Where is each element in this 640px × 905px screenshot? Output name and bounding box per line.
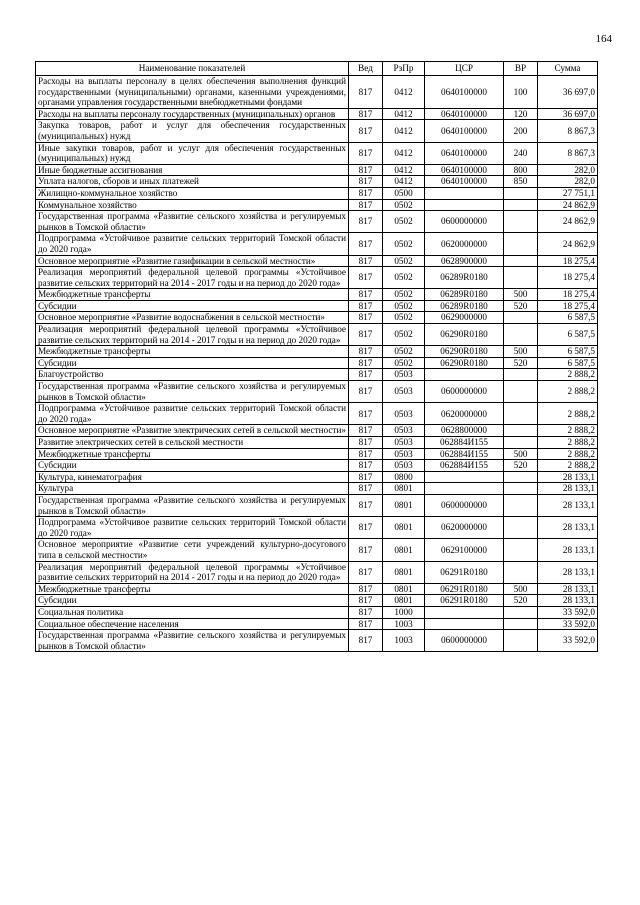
table-row bbox=[36, 583, 598, 595]
cell-sum: 2 888,2 bbox=[538, 425, 598, 437]
table-row bbox=[36, 403, 598, 425]
cell-rzpr: 1003 bbox=[383, 630, 425, 652]
cell-csr: 0600000000 bbox=[425, 211, 504, 233]
cell-rzpr: 0412 bbox=[383, 176, 425, 188]
cell-rzpr: 0412 bbox=[383, 76, 425, 109]
cell-ved: 817 bbox=[349, 583, 383, 595]
cell-ved: 817 bbox=[349, 267, 383, 289]
cell-csr bbox=[425, 187, 504, 199]
cell-sum: 282,0 bbox=[538, 176, 598, 188]
cell-sum: 2 888,2 bbox=[538, 448, 598, 460]
cell-csr: 062884И155 bbox=[425, 460, 504, 472]
cell-vr: 120 bbox=[504, 108, 538, 120]
cell-rzpr: 0503 bbox=[383, 460, 425, 472]
cell-vr: 850 bbox=[504, 176, 538, 188]
cell-name: Расходы на выплаты персоналу государственных (муниципальных) органов bbox=[36, 108, 349, 120]
cell-sum: 18 275,4 bbox=[538, 289, 598, 301]
cell-csr: 0620000000 bbox=[425, 233, 504, 255]
cell-name: Жилищно-коммунальное хозяйство bbox=[36, 187, 349, 199]
cell-rzpr: 0801 bbox=[383, 561, 425, 583]
cell-name: Расходы на выплаты персоналу в целях обеспечения выполнения функций государственными (муниципальными) органами, казенными учреждениями, органами управления государственными внебюджетными фондами bbox=[36, 76, 349, 109]
cell-rzpr: 0412 bbox=[383, 108, 425, 120]
table-row bbox=[36, 108, 598, 120]
cell-vr: 500 bbox=[504, 289, 538, 301]
cell-name: Культура, кинематография bbox=[36, 471, 349, 483]
cell-csr: 0600000000 bbox=[425, 494, 504, 516]
cell-ved: 817 bbox=[349, 618, 383, 630]
cell-ved: 817 bbox=[349, 460, 383, 472]
cell-vr bbox=[504, 403, 538, 425]
cell-name: Основное мероприятие «Развитие электрических сетей в сельской местности» bbox=[36, 425, 349, 437]
cell-ved: 817 bbox=[349, 312, 383, 324]
cell-ved: 817 bbox=[349, 539, 383, 561]
cell-rzpr: 0801 bbox=[383, 494, 425, 516]
cell-ved: 817 bbox=[349, 187, 383, 199]
cell-vr: 200 bbox=[504, 120, 538, 142]
cell-sum: 24 862,9 bbox=[538, 199, 598, 211]
cell-rzpr: 0503 bbox=[383, 369, 425, 381]
cell-sum: 2 888,2 bbox=[538, 381, 598, 403]
cell-rzpr: 0502 bbox=[383, 289, 425, 301]
cell-name: Государственная программа «Развитие сельского хозяйства и регулируемых рынков в Томской области» bbox=[36, 211, 349, 233]
cell-csr: 06289R0180 bbox=[425, 300, 504, 312]
cell-csr: 062884И155 bbox=[425, 448, 504, 460]
cell-csr: 0600000000 bbox=[425, 381, 504, 403]
page-number: 164 bbox=[595, 33, 612, 45]
table-body bbox=[36, 76, 598, 652]
cell-sum: 8 867,3 bbox=[538, 142, 598, 164]
cell-csr: 0640100000 bbox=[425, 176, 504, 188]
cell-vr bbox=[504, 437, 538, 449]
table-row bbox=[36, 346, 598, 358]
cell-rzpr: 0502 bbox=[383, 312, 425, 324]
cell-name: Субсидии bbox=[36, 357, 349, 369]
cell-ved: 817 bbox=[349, 369, 383, 381]
cell-csr: 062884И155 bbox=[425, 437, 504, 449]
table-row bbox=[36, 187, 598, 199]
cell-rzpr: 0801 bbox=[383, 583, 425, 595]
cell-csr: 0629000000 bbox=[425, 312, 504, 324]
cell-csr: 0640100000 bbox=[425, 164, 504, 176]
cell-rzpr: 0502 bbox=[383, 346, 425, 358]
cell-rzpr: 0502 bbox=[383, 324, 425, 346]
cell-rzpr: 0412 bbox=[383, 164, 425, 176]
cell-sum: 18 275,4 bbox=[538, 267, 598, 289]
cell-sum: 24 862,9 bbox=[538, 211, 598, 233]
table-row bbox=[36, 176, 598, 188]
table-row bbox=[36, 425, 598, 437]
cell-sum: 2 888,2 bbox=[538, 437, 598, 449]
cell-ved: 817 bbox=[349, 494, 383, 516]
table-row bbox=[36, 494, 598, 516]
cell-name: Благоустройство bbox=[36, 369, 349, 381]
cell-vr bbox=[504, 561, 538, 583]
cell-csr: 0600000000 bbox=[425, 630, 504, 652]
cell-ved: 817 bbox=[349, 233, 383, 255]
cell-csr: 06289R0180 bbox=[425, 267, 504, 289]
cell-name: Субсидии bbox=[36, 595, 349, 607]
cell-vr bbox=[504, 324, 538, 346]
cell-sum: 28 133,1 bbox=[538, 483, 598, 495]
cell-name: Основное мероприятие «Развитие водоснабжения в сельской местности» bbox=[36, 312, 349, 324]
header-csr: ЦСР bbox=[425, 62, 504, 76]
table-row bbox=[36, 76, 598, 109]
table-row bbox=[36, 483, 598, 495]
cell-sum: 24 862,9 bbox=[538, 233, 598, 255]
cell-csr bbox=[425, 606, 504, 618]
table-row bbox=[36, 618, 598, 630]
cell-sum: 6 587,5 bbox=[538, 312, 598, 324]
cell-rzpr: 0800 bbox=[383, 471, 425, 483]
table-row bbox=[36, 630, 598, 652]
cell-vr: 100 bbox=[504, 76, 538, 109]
cell-sum: 6 587,5 bbox=[538, 324, 598, 346]
cell-ved: 817 bbox=[349, 324, 383, 346]
cell-rzpr: 0801 bbox=[383, 539, 425, 561]
cell-name: Иные бюджетные ассигнования bbox=[36, 164, 349, 176]
cell-csr: 0620000000 bbox=[425, 403, 504, 425]
cell-sum: 282,0 bbox=[538, 164, 598, 176]
table-row bbox=[36, 300, 598, 312]
cell-csr: 06291R0180 bbox=[425, 583, 504, 595]
cell-vr bbox=[504, 312, 538, 324]
cell-ved: 817 bbox=[349, 255, 383, 267]
cell-sum: 28 133,1 bbox=[538, 583, 598, 595]
cell-vr bbox=[504, 211, 538, 233]
table-row bbox=[36, 233, 598, 255]
cell-rzpr: 1000 bbox=[383, 606, 425, 618]
cell-sum: 36 697,0 bbox=[538, 108, 598, 120]
table-row bbox=[36, 369, 598, 381]
cell-vr: 520 bbox=[504, 595, 538, 607]
table-row bbox=[36, 448, 598, 460]
cell-ved: 817 bbox=[349, 561, 383, 583]
cell-rzpr: 0500 bbox=[383, 187, 425, 199]
cell-ved: 817 bbox=[349, 76, 383, 109]
cell-csr: 0628800000 bbox=[425, 425, 504, 437]
cell-sum: 33 592,0 bbox=[538, 606, 598, 618]
cell-csr bbox=[425, 199, 504, 211]
cell-ved: 817 bbox=[349, 108, 383, 120]
cell-vr: 520 bbox=[504, 300, 538, 312]
cell-sum: 27 751,1 bbox=[538, 187, 598, 199]
cell-vr: 500 bbox=[504, 448, 538, 460]
cell-vr bbox=[504, 618, 538, 630]
cell-name: Социальная политика bbox=[36, 606, 349, 618]
cell-csr: 0640100000 bbox=[425, 142, 504, 164]
cell-name: Коммунальное хозяйство bbox=[36, 199, 349, 211]
cell-name: Субсидии bbox=[36, 300, 349, 312]
cell-name: Иные закупки товаров, работ и услуг для обеспечения государственных (муниципальных) нужд bbox=[36, 142, 349, 164]
cell-ved: 817 bbox=[349, 471, 383, 483]
cell-csr: 0628900000 bbox=[425, 255, 504, 267]
cell-ved: 817 bbox=[349, 381, 383, 403]
cell-ved: 817 bbox=[349, 403, 383, 425]
cell-csr bbox=[425, 618, 504, 630]
cell-sum: 28 133,1 bbox=[538, 539, 598, 561]
cell-sum: 33 592,0 bbox=[538, 630, 598, 652]
cell-sum: 8 867,3 bbox=[538, 120, 598, 142]
cell-name: Культура bbox=[36, 483, 349, 495]
cell-rzpr: 0801 bbox=[383, 517, 425, 539]
cell-ved: 817 bbox=[349, 437, 383, 449]
cell-vr: 800 bbox=[504, 164, 538, 176]
cell-vr bbox=[504, 381, 538, 403]
cell-name: Развитие электрических сетей в сельской местности bbox=[36, 437, 349, 449]
cell-csr bbox=[425, 471, 504, 483]
cell-vr bbox=[504, 233, 538, 255]
cell-csr: 06290R0180 bbox=[425, 324, 504, 346]
cell-rzpr: 0502 bbox=[383, 199, 425, 211]
cell-vr bbox=[504, 630, 538, 652]
cell-ved: 817 bbox=[349, 595, 383, 607]
cell-rzpr: 0502 bbox=[383, 211, 425, 233]
cell-name: Основное мероприятие «Развитие сети учреждений культурно-досугового типа в сельской местности» bbox=[36, 539, 349, 561]
cell-ved: 817 bbox=[349, 606, 383, 618]
cell-name: Подпрограмма «Устойчивое развитие сельских территорий Томской области до 2020 года» bbox=[36, 233, 349, 255]
cell-sum: 6 587,5 bbox=[538, 357, 598, 369]
cell-rzpr: 0502 bbox=[383, 255, 425, 267]
cell-name: Закупка товаров, работ и услуг для обеспечения государственных (муниципальных) нужд bbox=[36, 120, 349, 142]
cell-csr: 0640100000 bbox=[425, 76, 504, 109]
cell-vr bbox=[504, 483, 538, 495]
table-row bbox=[36, 289, 598, 301]
table-row bbox=[36, 312, 598, 324]
cell-csr: 0640100000 bbox=[425, 108, 504, 120]
table-row bbox=[36, 211, 598, 233]
cell-ved: 817 bbox=[349, 357, 383, 369]
table-row bbox=[36, 517, 598, 539]
cell-csr: 06290R0180 bbox=[425, 357, 504, 369]
table-row bbox=[36, 199, 598, 211]
cell-vr bbox=[504, 369, 538, 381]
cell-csr: 06289R0180 bbox=[425, 289, 504, 301]
cell-sum: 28 133,1 bbox=[538, 595, 598, 607]
cell-ved: 817 bbox=[349, 300, 383, 312]
cell-rzpr: 0502 bbox=[383, 267, 425, 289]
table-row bbox=[36, 142, 598, 164]
table-row bbox=[36, 324, 598, 346]
table-row bbox=[36, 120, 598, 142]
cell-sum: 6 587,5 bbox=[538, 346, 598, 358]
cell-ved: 817 bbox=[349, 164, 383, 176]
table-row bbox=[36, 595, 598, 607]
cell-name: Межбюджетные трансферты bbox=[36, 583, 349, 595]
cell-vr: 520 bbox=[504, 460, 538, 472]
cell-vr: 500 bbox=[504, 583, 538, 595]
table-row bbox=[36, 561, 598, 583]
cell-rzpr: 0502 bbox=[383, 300, 425, 312]
cell-name: Социальное обеспечение населения bbox=[36, 618, 349, 630]
cell-vr bbox=[504, 267, 538, 289]
cell-sum: 18 275,4 bbox=[538, 255, 598, 267]
cell-ved: 817 bbox=[349, 483, 383, 495]
cell-sum: 28 133,1 bbox=[538, 517, 598, 539]
cell-name: Подпрограмма «Устойчивое развитие сельских территорий Томской области до 2020 года» bbox=[36, 517, 349, 539]
cell-rzpr: 0503 bbox=[383, 437, 425, 449]
cell-csr bbox=[425, 369, 504, 381]
cell-sum: 33 592,0 bbox=[538, 618, 598, 630]
cell-sum: 2 888,2 bbox=[538, 403, 598, 425]
cell-vr bbox=[504, 187, 538, 199]
cell-rzpr: 0412 bbox=[383, 120, 425, 142]
cell-csr: 06291R0180 bbox=[425, 595, 504, 607]
cell-name: Межбюджетные трансферты bbox=[36, 448, 349, 460]
table-row bbox=[36, 606, 598, 618]
cell-ved: 817 bbox=[349, 176, 383, 188]
cell-vr: 500 bbox=[504, 346, 538, 358]
cell-ved: 817 bbox=[349, 448, 383, 460]
cell-rzpr: 0801 bbox=[383, 483, 425, 495]
cell-csr: 06290R0180 bbox=[425, 346, 504, 358]
cell-name: Уплата налогов, сборов и иных платежей bbox=[36, 176, 349, 188]
cell-name: Реализация мероприятий федеральной целевой программы «Устойчивое развитие сельских территорий на 2014 - 2017 годы и на период до 2020 года» bbox=[36, 561, 349, 583]
table-row bbox=[36, 381, 598, 403]
budget-table bbox=[35, 61, 598, 652]
cell-name: Государственная программа «Развитие сельского хозяйства и регулируемых рынков в Томской области» bbox=[36, 630, 349, 652]
cell-name: Межбюджетные трансферты bbox=[36, 289, 349, 301]
cell-vr bbox=[504, 539, 538, 561]
cell-name: Межбюджетные трансферты bbox=[36, 346, 349, 358]
cell-vr bbox=[504, 471, 538, 483]
cell-csr: 0629100000 bbox=[425, 539, 504, 561]
cell-vr bbox=[504, 606, 538, 618]
header-sum: Сумма bbox=[538, 62, 598, 76]
header-vr: ВР bbox=[504, 62, 538, 76]
cell-rzpr: 1003 bbox=[383, 618, 425, 630]
cell-rzpr: 0503 bbox=[383, 425, 425, 437]
cell-csr: 0640100000 bbox=[425, 120, 504, 142]
cell-name: Государственная программа «Развитие сельского хозяйства и регулируемых рынков в Томской области» bbox=[36, 381, 349, 403]
cell-rzpr: 0801 bbox=[383, 595, 425, 607]
cell-name: Подпрограмма «Устойчивое развитие сельских территорий Томской области до 2020 года» bbox=[36, 403, 349, 425]
cell-sum: 28 133,1 bbox=[538, 561, 598, 583]
cell-name: Субсидии bbox=[36, 460, 349, 472]
cell-rzpr: 0503 bbox=[383, 448, 425, 460]
cell-ved: 817 bbox=[349, 120, 383, 142]
header-ved: Вед bbox=[349, 62, 383, 76]
cell-name: Государственная программа «Развитие сельского хозяйства и регулируемых рынков в Томской области» bbox=[36, 494, 349, 516]
cell-ved: 817 bbox=[349, 199, 383, 211]
cell-ved: 817 bbox=[349, 142, 383, 164]
header-rzpr: РзПр bbox=[383, 62, 425, 76]
cell-ved: 817 bbox=[349, 630, 383, 652]
table-row bbox=[36, 539, 598, 561]
cell-sum: 18 275,4 bbox=[538, 300, 598, 312]
cell-ved: 817 bbox=[349, 289, 383, 301]
cell-name: Реализация мероприятий федеральной целевой программы «Устойчивое развитие сельских территорий на 2014 - 2017 годы и на период до 2020 года» bbox=[36, 267, 349, 289]
cell-csr bbox=[425, 483, 504, 495]
cell-ved: 817 bbox=[349, 425, 383, 437]
cell-ved: 817 bbox=[349, 517, 383, 539]
cell-rzpr: 0412 bbox=[383, 142, 425, 164]
cell-vr: 240 bbox=[504, 142, 538, 164]
cell-sum: 36 697,0 bbox=[538, 76, 598, 109]
table-row bbox=[36, 357, 598, 369]
cell-csr: 0620000000 bbox=[425, 517, 504, 539]
cell-ved: 817 bbox=[349, 211, 383, 233]
cell-sum: 28 133,1 bbox=[538, 494, 598, 516]
cell-vr bbox=[504, 199, 538, 211]
table-row bbox=[36, 164, 598, 176]
cell-sum: 28 133,1 bbox=[538, 471, 598, 483]
header-name: Наименование показателей bbox=[36, 62, 349, 76]
cell-name: Основное мероприятие «Развитие газификации в сельской местности» bbox=[36, 255, 349, 267]
cell-rzpr: 0503 bbox=[383, 381, 425, 403]
table-row bbox=[36, 255, 598, 267]
cell-rzpr: 0503 bbox=[383, 403, 425, 425]
cell-csr: 06291R0180 bbox=[425, 561, 504, 583]
cell-rzpr: 0502 bbox=[383, 233, 425, 255]
cell-vr bbox=[504, 517, 538, 539]
cell-vr bbox=[504, 494, 538, 516]
cell-rzpr: 0502 bbox=[383, 357, 425, 369]
table-row bbox=[36, 437, 598, 449]
cell-ved: 817 bbox=[349, 346, 383, 358]
cell-vr bbox=[504, 425, 538, 437]
cell-name: Реализация мероприятий федеральной целевой программы «Устойчивое развитие сельских территорий на 2014 - 2017 годы и на период до 2020 года» bbox=[36, 324, 349, 346]
table-row bbox=[36, 267, 598, 289]
cell-sum: 2 888,2 bbox=[538, 460, 598, 472]
table-row bbox=[36, 460, 598, 472]
table-header-row bbox=[36, 62, 598, 76]
cell-vr: 520 bbox=[504, 357, 538, 369]
table-row bbox=[36, 471, 598, 483]
cell-sum: 2 888,2 bbox=[538, 369, 598, 381]
cell-vr bbox=[504, 255, 538, 267]
